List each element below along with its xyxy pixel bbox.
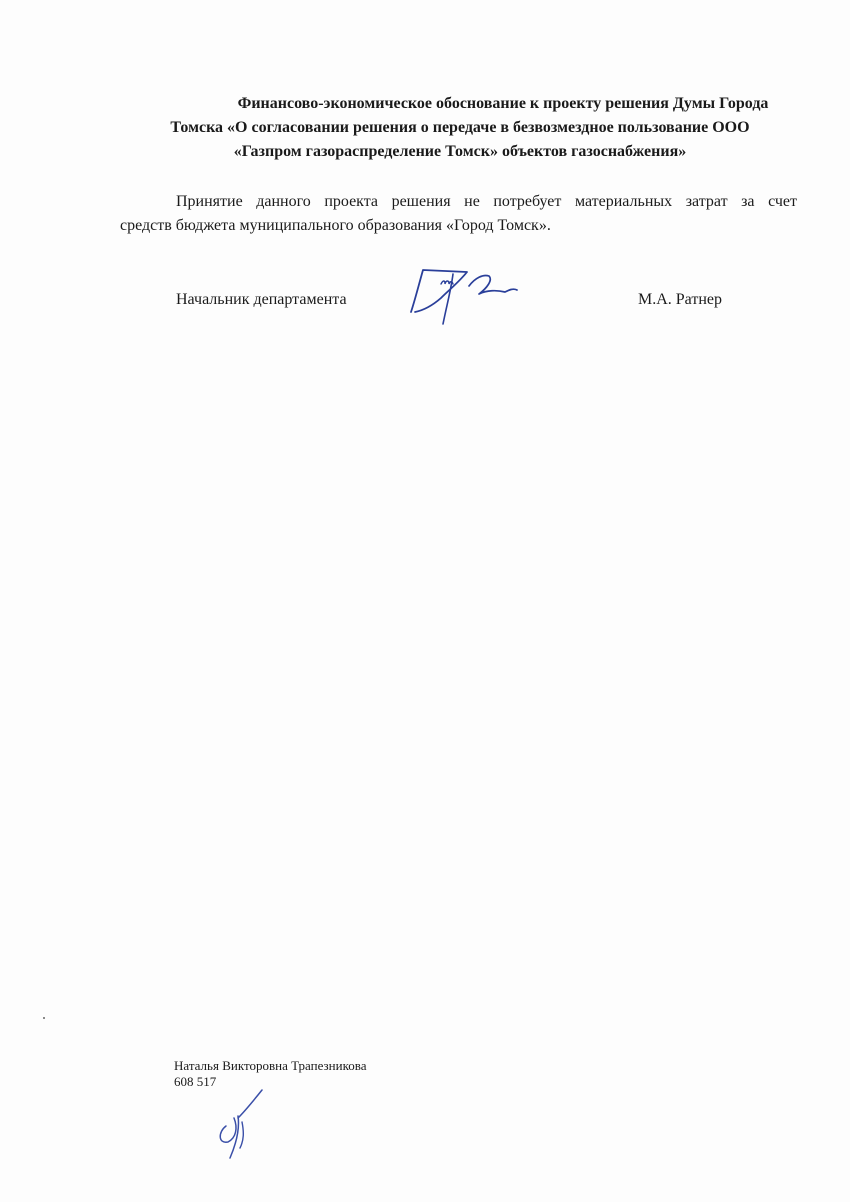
body-line: средств бюджета муниципального образования «Город Томск». bbox=[120, 217, 551, 234]
executor-name: Наталья Викторовна Трапезникова bbox=[174, 1058, 367, 1073]
signature-block bbox=[0, 286, 850, 326]
executor-initials-signature bbox=[208, 1088, 278, 1160]
signatory-position: Начальник департамента bbox=[176, 291, 347, 308]
handwritten-signature bbox=[405, 260, 525, 330]
executor-phone: 608 517 bbox=[174, 1074, 217, 1089]
body-line: Принятие данного проекта решения не потребует материальных затрат за счет bbox=[176, 193, 797, 210]
signatory-name: М.А. Ратнер bbox=[638, 291, 723, 308]
title-line: «Газпром газораспределение Томск» объектов газоснабжения» bbox=[233, 143, 687, 160]
title-line: Томска «О согласовании решения о передаче в безвозмездное пользование ООО bbox=[170, 119, 750, 136]
scan-speck bbox=[43, 1017, 45, 1019]
executor-info bbox=[174, 1058, 366, 1090]
document-title bbox=[120, 92, 800, 164]
title-line: Финансово-экономическое обоснование к проекту решения Думы Города bbox=[237, 95, 769, 112]
body-paragraph bbox=[120, 190, 797, 238]
